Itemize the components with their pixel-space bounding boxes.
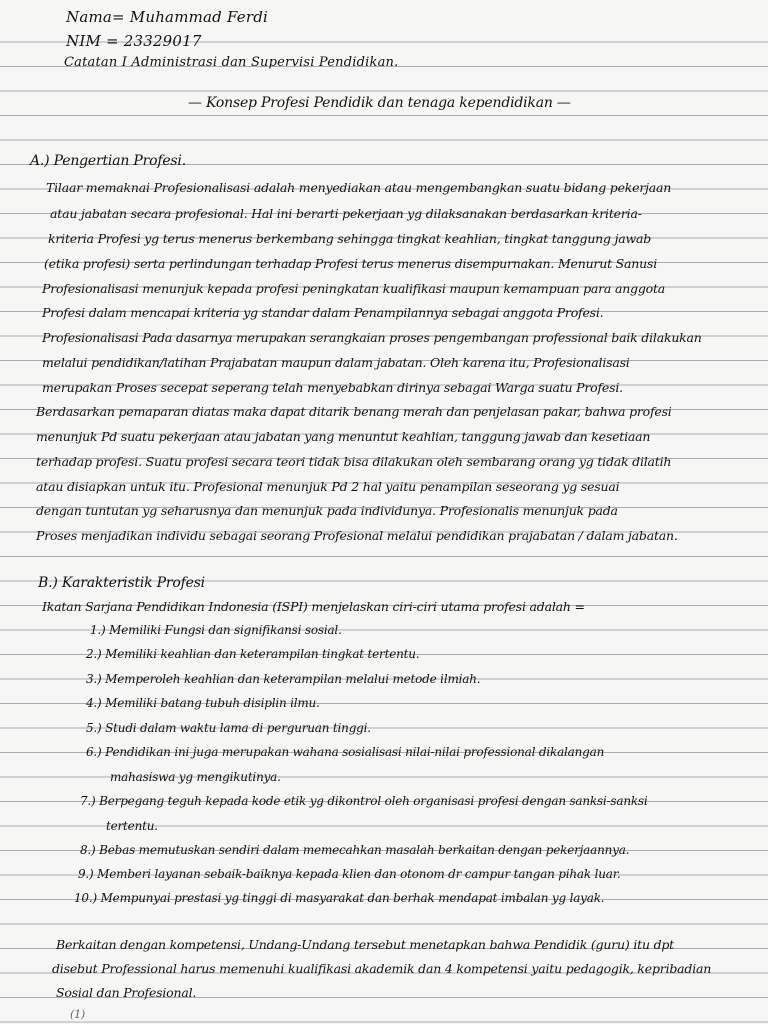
- section-a-line: melalui pendidikan/latihan Prajabatan maupun dalam jabatan. Oleh karena itu, Profesionalisasi: [42, 355, 630, 370]
- closing-line: disebut Professional harus memenuhi kualifikasi akademik dan 4 kompetensi yaitu pedagogik, kepribadian: [52, 961, 712, 976]
- section-a-line: (etika profesi) serta perlindungan terhadap Profesi terus menerus disempurnakan. Menurut Sanusi: [44, 256, 657, 271]
- characteristic-item: 10.) Mempunyai prestasi yg tinggi di masyarakat dan berhak mendapat imbalan yg layak.: [74, 891, 605, 905]
- section-a-line: menunjuk Pd suatu pekerjaan atau jabatan yang menuntut keahlian, tanggung jawab dan kesetiaan: [36, 429, 651, 444]
- section-a-line: Profesi dalam mencapai kriteria yg standar dalam Penampilannya sebagai anggota Profesi.: [42, 305, 604, 320]
- characteristic-item-cont: tertentu.: [106, 819, 158, 833]
- section-b-heading: B.) Karakteristik Profesi: [38, 575, 205, 591]
- page-number: (1): [70, 1008, 85, 1021]
- section-a-line: atau jabatan secara profesional. Hal ini berarti pekerjaan yg dilaksanakan berdasarkan kriteria-: [50, 206, 642, 221]
- section-a-line: merupakan Proses secepat seperang telah menyebabkan dirinya sebagai Warga suatu Profesi.: [42, 380, 623, 395]
- characteristic-item: 1.) Memiliki Fungsi dan signifikansi sosial.: [90, 623, 342, 637]
- section-b-intro: Ikatan Sarjana Pendidikan Indonesia (ISPI) menjelaskan ciri-ciri utama profesi adalah =: [42, 599, 585, 614]
- characteristic-item: 5.) Studi dalam waktu lama di perguruan tinggi.: [86, 721, 371, 735]
- section-a-line: Proses menjadikan individu sebagai seorang Profesional melalui pendidikan prajabatan / dalam jabatan.: [36, 528, 678, 543]
- section-a-line: Tilaar memaknai Profesionalisasi adalah menyediakan atau mengembangkan suatu bidang pekerjaan: [46, 180, 672, 195]
- characteristic-item: 4.) Memiliki batang tubuh disiplin ilmu.: [86, 696, 320, 710]
- characteristic-item-cont: mahasiswa yg mengikutinya.: [110, 770, 281, 784]
- section-a-line: atau disiapkan untuk itu. Profesional menunjuk Pd 2 hal yaitu penampilan seseorang yg sesuai: [36, 479, 620, 494]
- course-title: Catatan I Administrasi dan Supervisi Pendidikan.: [64, 55, 399, 70]
- characteristic-item: 8.) Bebas memutuskan sendiri dalam memecahkan masalah berkaitan dengan pekerjaannya.: [80, 843, 630, 857]
- section-a-line: terhadap profesi. Suatu profesi secara teori tidak bisa dilakukan oleh sembarang orang yg tidak dilatih: [36, 454, 672, 469]
- page-title: — Konsep Profesi Pendidik dan tenaga kependidikan —: [188, 95, 571, 111]
- section-a-line: Profesionalisasi menunjuk kepada profesi peningkatan kualifikasi maupun kemampuan para anggota: [42, 281, 666, 296]
- section-a-line: Berdasarkan pemaparan diatas maka dapat ditarik benang merah dan penjelasan pakar, bahwa profesi: [36, 404, 672, 419]
- section-a-line: Profesionalisasi Pada dasarnya merupakan serangkaian proses pengembangan professional baik dilakukan: [42, 330, 702, 345]
- section-a-line: dengan tuntutan yg seharusnya dan menunjuk pada individunya. Profesionalis menunjuk pada: [36, 503, 618, 518]
- section-a-line: kriteria Profesi yg terus menerus berkembang sehingga tingkat keahlian, tingkat tanggung jawab: [48, 231, 652, 246]
- closing-line: Sosial dan Profesional.: [56, 985, 197, 1000]
- characteristic-item: 9.) Memberi layanan sebaik-baiknya kepada klien dan otonom dr campur tangan pihak luar.: [78, 867, 621, 881]
- student-nim: NIM = 23329017: [66, 32, 202, 50]
- characteristic-item: 3.) Memperoleh keahlian dan keterampilan melalui metode ilmiah.: [86, 672, 481, 686]
- characteristic-item: 6.) Pendidikan ini juga merupakan wahana sosialisasi nilai-nilai professional dikalangan: [86, 745, 605, 759]
- characteristic-item: 2.) Memiliki keahlian dan keterampilan tingkat tertentu.: [86, 647, 420, 661]
- student-name: Nama= Muhammad Ferdi: [66, 8, 268, 26]
- section-a-heading: A.) Pengertian Profesi.: [30, 153, 186, 169]
- characteristic-item: 7.) Berpegang teguh kepada kode etik yg dikontrol oleh organisasi profesi dengan sanksi-sanksi: [80, 794, 648, 808]
- closing-line: Berkaitan dengan kompetensi, Undang-Undang tersebut menetapkan bahwa Pendidik (guru) itu dpt: [56, 937, 675, 952]
